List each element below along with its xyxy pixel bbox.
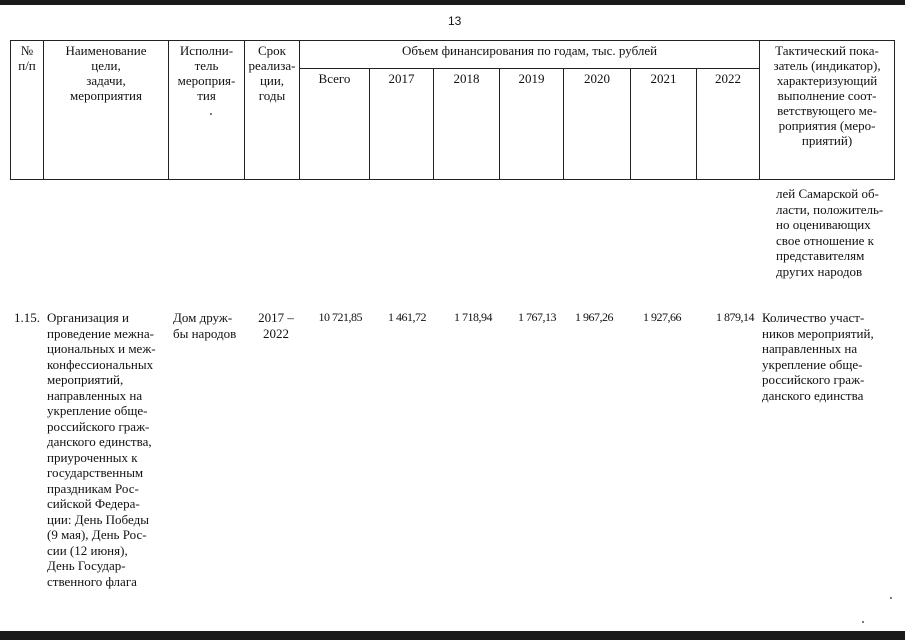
row-value-2022: 1 879,14: [716, 310, 754, 324]
header-funding: Объем финансирования по годам, тыс. рублей: [300, 41, 760, 69]
row-total: 10 721,85: [318, 310, 362, 324]
row-value-2018: 1 718,94: [454, 310, 492, 324]
header-year: 2020: [564, 69, 631, 180]
header-indicator: Тактический пока- затель (индикатор), характеризующий выполнение соот- ветствующего ме- роприятия (меро- приятий): [760, 41, 895, 180]
continuation-text: лей Самарской об- ласти, положитель- но оценивающих свое отношение к представителям других народов: [776, 186, 884, 279]
row-value-2020: 1 967,26: [575, 310, 613, 324]
top-border: [0, 0, 905, 5]
header-total: Всего: [300, 69, 370, 180]
row-term: 2017 – 2022: [258, 310, 294, 341]
bottom-border: [0, 631, 905, 640]
row-indicator: Количество участ- ников мероприятий, направленных на укрепление обще- российского граж- данского единства: [762, 310, 874, 403]
row-name: Организация и проведение межна- циональных и меж- конфессиональных мероприятий, направленных на укрепление обще- российского граж- данского единства, приуроченных к государственным праздникам Рос- сийской Федера- ции: День Победы (9 мая), День Рос- сии (12 июня), День Государ- ственного флага: [47, 310, 156, 589]
row-executor: Дом друж- бы народов: [173, 310, 237, 341]
table-header: [10, 40, 895, 180]
header-term: Срок реализа- ции, годы: [245, 41, 300, 180]
header-year: 2018: [434, 69, 500, 180]
row-number: 1.15.: [14, 310, 40, 325]
row-value-2021: 1 927,66: [643, 310, 681, 324]
header-name: Наименование цели, задачи, мероприятия: [44, 41, 169, 180]
header-year: 2019: [500, 69, 564, 180]
header-year: 2022: [697, 69, 760, 180]
header-number: № п/п: [11, 41, 44, 180]
header-year: 2021: [631, 69, 697, 180]
scan-speck: [210, 113, 212, 115]
header-year: 2017: [370, 69, 434, 180]
row-value-2019: 1 767,13: [518, 310, 556, 324]
row-value-2017: 1 461,72: [388, 310, 426, 324]
page-number: 13: [448, 14, 462, 28]
header-executor: Исполни- тель мероприя- тия: [169, 41, 245, 180]
scan-speck: [862, 621, 864, 623]
scan-speck: [890, 597, 892, 599]
